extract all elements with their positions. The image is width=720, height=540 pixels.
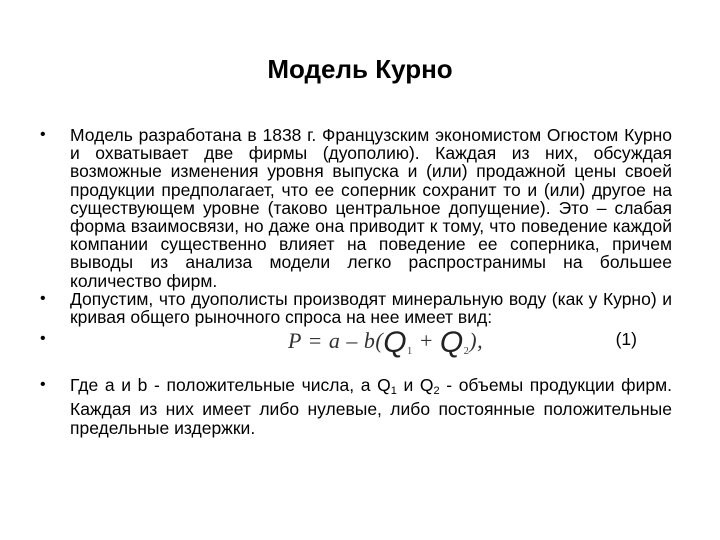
bullet-text: Модель разработана в 1838 г. Французским экономистом Огюстом Курно и охватывает две фирмы (дуополию). Каждая из них, обсуждая возможные изменения уровня выпуска и (или) продажной цены своей продукции предполагает, что ее соперник сохранит то и (или) другое на существующем уровне (таково центральное допущение). Это – слабая форма взаимосвязи, но даже она приводит к тому, что поведение каждой компании существенно влияет на поведение ее соперника, причем выводы из анализа модели легко распространимы на большее количество фирм. bbox=[70, 125, 672, 291]
formula-sub2: 2 bbox=[463, 346, 470, 358]
bullet-item bbox=[40, 376, 672, 437]
formula-q1: Q bbox=[383, 326, 408, 360]
formula-sub1: 1 bbox=[407, 346, 413, 358]
bullet-text: Допустим, что дуополисты производят минеральную воду (как у Курно) и кривая общего рыночного спроса на нее имеет вид: bbox=[70, 288, 672, 328]
bullet-marker: • bbox=[40, 126, 46, 143]
bullet-text-part: Где a и b - положительные числа, а Q bbox=[70, 375, 391, 396]
bullet-text-part: - объемы продукции фирм. Каждая из них имеет либо нулевые, либо постоянные положительные предельные издержки. bbox=[70, 375, 672, 438]
bullet-marker: • bbox=[40, 289, 46, 307]
demand-formula bbox=[288, 326, 484, 361]
bullet-marker: • bbox=[40, 330, 46, 348]
formula-rhs: ), bbox=[469, 328, 484, 354]
formula-bullet bbox=[40, 326, 672, 370]
formula-q2: Q bbox=[439, 326, 464, 360]
subscript: 1 bbox=[390, 385, 397, 398]
bullet-item bbox=[40, 126, 672, 290]
bullet-text-part: и Q bbox=[396, 375, 434, 396]
formula-plus: + bbox=[412, 328, 440, 354]
formula-lhs: P = a – b( bbox=[288, 328, 384, 354]
bullet-text bbox=[70, 375, 672, 437]
bullet-item bbox=[40, 290, 672, 326]
slide-title: Модель Курно bbox=[267, 54, 453, 84]
bullet-list bbox=[40, 126, 672, 437]
formula-number: (1) bbox=[615, 329, 637, 350]
subscript: 2 bbox=[433, 385, 440, 398]
bullet-marker: • bbox=[40, 376, 46, 394]
